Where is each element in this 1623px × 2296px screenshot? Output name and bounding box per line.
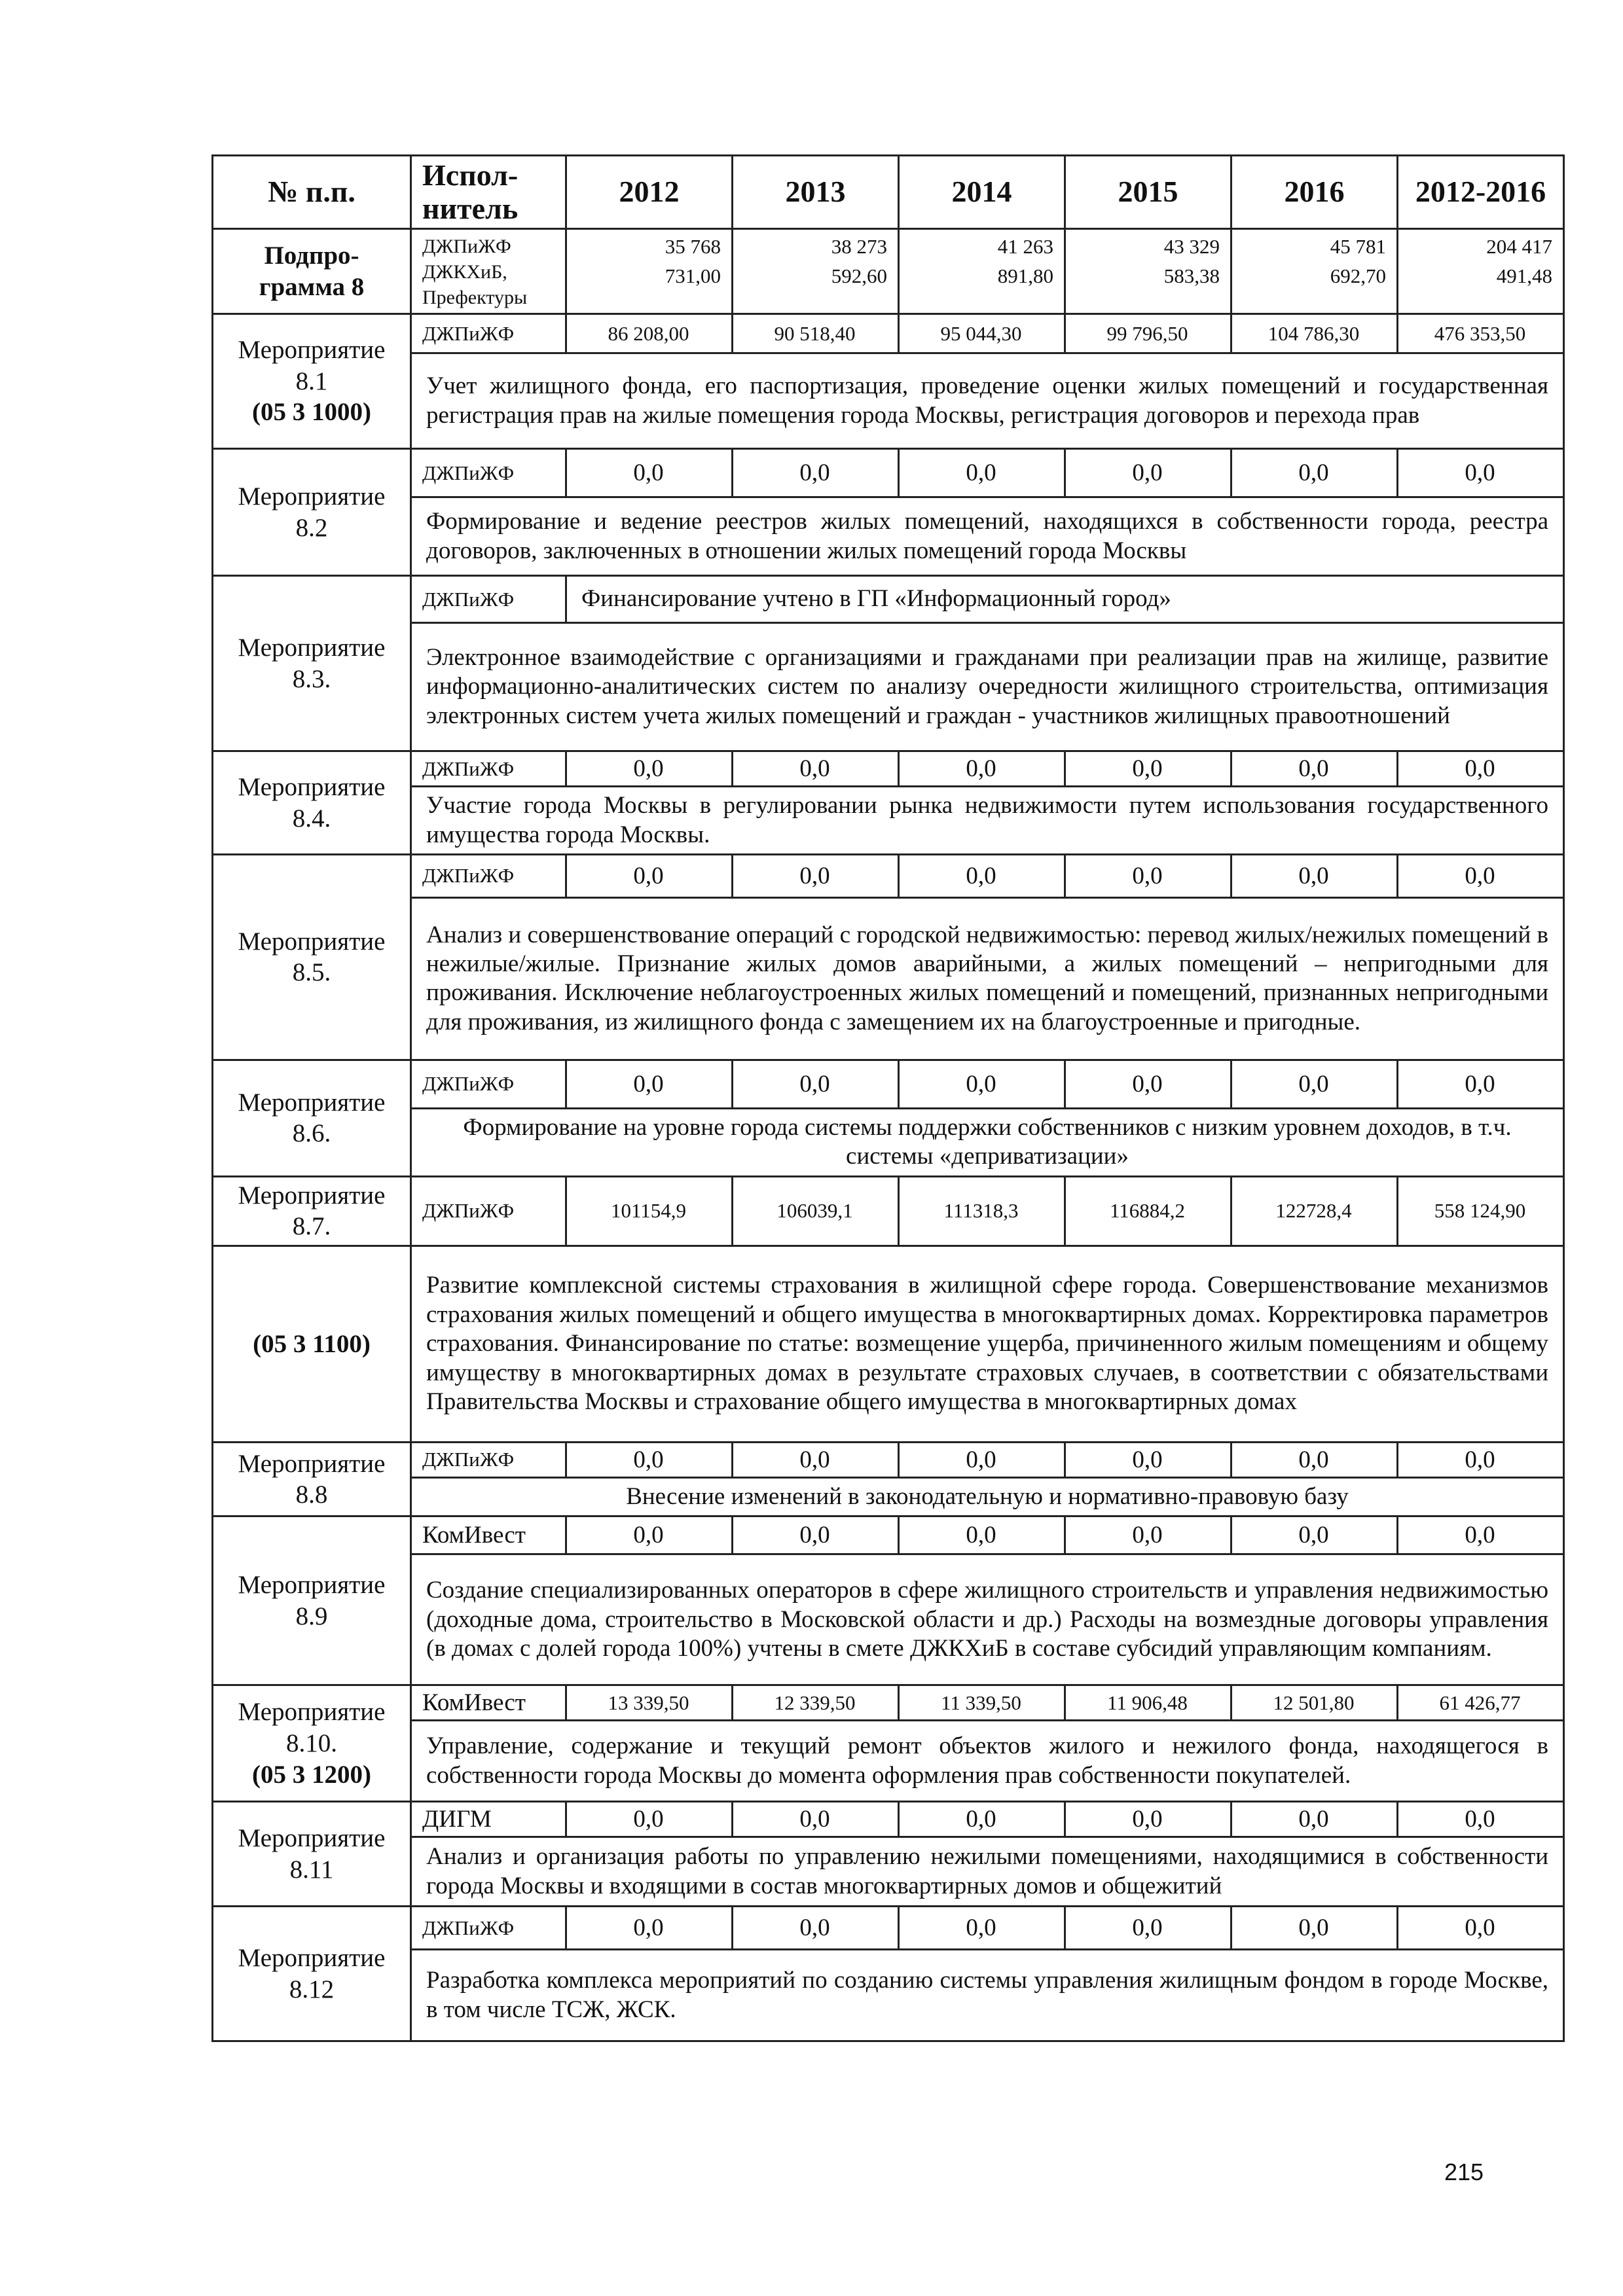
value-cell: 0,0 xyxy=(1231,1802,1398,1837)
value-cell: 558 124,90 xyxy=(1398,1176,1564,1246)
value-cell: 101154,9 xyxy=(566,1176,733,1246)
value-cell: 0,0 xyxy=(566,1516,733,1554)
value-cell: 0,0 xyxy=(733,449,899,497)
value-cell: 0,0 xyxy=(566,1907,733,1950)
measure-8-3-label: Мероприятие 8.3. xyxy=(213,576,411,751)
value-cell: 86 208,00 xyxy=(566,314,733,353)
value-cell: 0,0 xyxy=(899,1442,1065,1477)
measure-executor: ДЖПиЖФ xyxy=(411,1907,566,1950)
measure-8-11-values-row xyxy=(213,1802,1564,1837)
value-cell: 116884,2 xyxy=(1065,1176,1231,1246)
measure-description: Формирование на уровне города системы поддержки собственников с низким уровнем доходов, в т.ч. системы «деприватизации» xyxy=(411,1108,1564,1176)
value-cell: 99 796,50 xyxy=(1065,314,1231,353)
measure-8-5-label: Мероприятие 8.5. xyxy=(213,854,411,1060)
measure-8-2-desc-row xyxy=(213,497,1564,576)
value-cell: 12 339,50 xyxy=(733,1685,899,1721)
value-cell: 0,0 xyxy=(899,751,1065,787)
measure-8-8-label: Мероприятие 8.8 xyxy=(213,1442,411,1516)
measure-executor: ДЖПиЖФ xyxy=(411,751,566,787)
value-cell: 0,0 xyxy=(566,854,733,897)
measure-executor: ДЖПиЖФ xyxy=(411,576,566,623)
value-cell: 0,0 xyxy=(1065,854,1231,897)
measure-8-12-values-row xyxy=(213,1907,1564,1950)
value-cell: 0,0 xyxy=(1231,449,1398,497)
program-table xyxy=(211,154,1565,2042)
value-cell: 0,0 xyxy=(1231,1442,1398,1477)
subprogram-row xyxy=(213,229,1564,314)
value-cell: 111318,3 xyxy=(899,1176,1065,1246)
value-cell: 0,0 xyxy=(1065,1442,1231,1477)
measure-8-11-label: Мероприятие 8.11 xyxy=(213,1802,411,1907)
measure-description: Разработка комплекса мероприятий по созданию системы управления жилищным фондом в городе Москве, в том числе ТСЖ, ЖСК. xyxy=(411,1950,1564,2041)
measure-8-12-desc-row xyxy=(213,1950,1564,2041)
value-cell: 0,0 xyxy=(733,1802,899,1837)
header-year: 2014 xyxy=(899,156,1065,229)
value-cell: 38 273 592,60 xyxy=(733,229,899,314)
value-cell: 0,0 xyxy=(1065,1802,1231,1837)
measure-executor: КомИвест xyxy=(411,1685,566,1721)
measure-8-4-label: Мероприятие 8.4. xyxy=(213,751,411,855)
measure-description: Управление, содержание и текущий ремонт объектов жилого и нежилого фонда, находящегося в собственности города Москвы до момента оформления прав собственности покупателей. xyxy=(411,1721,1564,1802)
value-cell: 0,0 xyxy=(566,1060,733,1108)
measure-8-7-values-row xyxy=(213,1176,1564,1246)
value-cell: 0,0 xyxy=(899,1907,1065,1950)
value-cell: 0,0 xyxy=(899,854,1065,897)
value-cell: 11 339,50 xyxy=(899,1685,1065,1721)
measure-executor: ДЖПиЖФ xyxy=(411,314,566,353)
measure-8-2-label: Мероприятие 8.2 xyxy=(213,449,411,576)
value-cell: 104 786,30 xyxy=(1231,314,1398,353)
value-cell: 0,0 xyxy=(733,751,899,787)
value-cell: 41 263 891,80 xyxy=(899,229,1065,314)
subprogram-executors: ДЖПиЖФ ДЖКХиБ, Префектуры xyxy=(411,229,566,314)
value-cell: 0,0 xyxy=(899,1516,1065,1554)
value-cell: 0,0 xyxy=(1065,1516,1231,1554)
value-cell: 35 768 731,00 xyxy=(566,229,733,314)
value-cell: 61 426,77 xyxy=(1398,1685,1564,1721)
measure-description: Анализ и совершенствование операций с городской недвижимостью: перевод жилых/нежилых помещений в нежилые/жилые. Признание жилых домов аварийными, а жилых помещений – непригодными для проживания. Исключение неблагоустроенных жилых помещений и помещений, признанных непригодными для проживания, из жилищного фонда с замещением их на благоустроенные и пригодные. xyxy=(411,897,1564,1060)
value-cell: 95 044,30 xyxy=(899,314,1065,353)
header-year: 2016 xyxy=(1231,156,1398,229)
value-cell: 0,0 xyxy=(566,1442,733,1477)
measure-8-4-desc-row xyxy=(213,787,1564,855)
value-cell: 0,0 xyxy=(1065,1060,1231,1108)
value-cell: 204 417 491,48 xyxy=(1398,229,1564,314)
value-cell: 12 501,80 xyxy=(1231,1685,1398,1721)
measure-8-5-values-row xyxy=(213,854,1564,897)
value-cell: 43 329 583,38 xyxy=(1065,229,1231,314)
measure-executor: ДЖПиЖФ xyxy=(411,1442,566,1477)
header-executor: Испол- нитель xyxy=(411,156,566,229)
value-cell: 90 518,40 xyxy=(733,314,899,353)
value-cell: 0,0 xyxy=(1398,449,1564,497)
measure-8-12-label: Мероприятие 8.12 xyxy=(213,1907,411,2041)
measure-description: Формирование и ведение реестров жилых помещений, находящихся в собственности города, реестра договоров, заключенных в отношении жилых помещений города Москвы xyxy=(411,497,1564,576)
measure-description: Учет жилищного фонда, его паспортизация, проведение оценки жилых помещений и государственная регистрация прав на жилые помещения города Москвы, регистрация договоров и перехода прав xyxy=(411,353,1564,449)
measure-8-10-label: Мероприятие 8.10. (05 3 1200) xyxy=(213,1685,411,1802)
measure-8-10-desc-row xyxy=(213,1721,1564,1802)
measure-8-8-desc-row xyxy=(213,1477,1564,1516)
value-cell: 0,0 xyxy=(1398,854,1564,897)
value-cell: 0,0 xyxy=(1065,1907,1231,1950)
value-cell: 0,0 xyxy=(1231,854,1398,897)
measure-8-3-funding-row xyxy=(213,576,1564,623)
measure-8-7-code: (05 3 1100) xyxy=(213,1246,411,1442)
measure-description: Создание специализированных операторов в сфере жилищного строительств и управления недвижимостью (доходные дома, строительство в Московской области и др.) Расходы на возмездные договоры управления (в домах с долей города 100%) учтены в смете ДЖКХиБ в составе субсидий управляющим компаниям. xyxy=(411,1554,1564,1685)
value-cell: 0,0 xyxy=(733,1060,899,1108)
measure-description: Участие города Москвы в регулировании рынка недвижимости путем использования государственного имущества города Москвы. xyxy=(411,787,1564,855)
measure-description: Электронное взаимодействие с организациями и гражданами при реализации прав на жилище, развитие информационно-аналитических систем по анализу очередности жилищного строительства, оптимизация электронных систем учета жилых помещений и граждан - участников жилищных правоотношений xyxy=(411,623,1564,751)
value-cell: 0,0 xyxy=(1231,1516,1398,1554)
header-year: 2012 xyxy=(566,156,733,229)
measure-8-1-label: Мероприятие 8.1 (05 3 1000) xyxy=(213,314,411,449)
measure-8-11-desc-row xyxy=(213,1837,1564,1907)
value-cell: 0,0 xyxy=(899,1060,1065,1108)
measure-8-5-desc-row xyxy=(213,897,1564,1060)
value-cell: 0,0 xyxy=(1398,1060,1564,1108)
header-row xyxy=(213,156,1564,229)
header-year: 2012-2016 xyxy=(1398,156,1564,229)
value-cell: 0,0 xyxy=(733,1907,899,1950)
header-num: № п.п. xyxy=(213,156,411,229)
measure-8-6-desc-row xyxy=(213,1108,1564,1176)
measure-executor: ДИГМ xyxy=(411,1802,566,1837)
measure-8-3-desc-row xyxy=(213,623,1564,751)
measure-8-1-desc-row xyxy=(213,353,1564,449)
measure-executor: ДЖПиЖФ xyxy=(411,449,566,497)
value-cell: 0,0 xyxy=(1065,449,1231,497)
value-cell: 476 353,50 xyxy=(1398,314,1564,353)
page-number: 215 xyxy=(1444,2159,1484,2185)
value-cell: 0,0 xyxy=(566,751,733,787)
header-year: 2015 xyxy=(1065,156,1231,229)
measure-description: Внесение изменений в законодательную и нормативно-правовую базу xyxy=(411,1477,1564,1516)
value-cell: 0,0 xyxy=(1398,1442,1564,1477)
measure-8-2-values-row xyxy=(213,449,1564,497)
value-cell: 0,0 xyxy=(566,449,733,497)
value-cell: 0,0 xyxy=(1065,751,1231,787)
measure-executor: ДЖПиЖФ xyxy=(411,1060,566,1108)
funding-note: Финансирование учтено в ГП «Информационный город» xyxy=(566,576,1564,623)
value-cell: 0,0 xyxy=(733,854,899,897)
value-cell: 0,0 xyxy=(1231,1907,1398,1950)
measure-8-6-values-row xyxy=(213,1060,1564,1108)
value-cell: 106039,1 xyxy=(733,1176,899,1246)
measure-executor: ДЖПиЖФ xyxy=(411,854,566,897)
value-cell: 0,0 xyxy=(733,1442,899,1477)
value-cell: 45 781 692,70 xyxy=(1231,229,1398,314)
value-cell: 0,0 xyxy=(1231,1060,1398,1108)
header-year: 2013 xyxy=(733,156,899,229)
measure-description: Развитие комплексной системы страхования в жилищной сфере города. Совершенствование механизмов страхования жилых помещений и общего имущества в многоквартирных домах. Корректировка параметров страхования. Финансирование по статье: возмещение ущерба, причиненного жилым помещениям и общему имуществу в многоквартирных домах в результате страховых случаев, в соответствии с обязательствами Правительства Москвы и страхование общего имущества в многоквартирных домах xyxy=(411,1246,1564,1442)
measure-8-10-values-row xyxy=(213,1685,1564,1721)
value-cell: 11 906,48 xyxy=(1065,1685,1231,1721)
value-cell: 0,0 xyxy=(899,1802,1065,1837)
value-cell: 0,0 xyxy=(1398,1802,1564,1837)
measure-8-7-label: Мероприятие 8.7. xyxy=(213,1176,411,1246)
measure-description: Анализ и организация работы по управлению нежилыми помещениями, находящимися в собственности города Москвы и входящими в состав многоквартирных домов и общежитий xyxy=(411,1837,1564,1907)
value-cell: 0,0 xyxy=(899,449,1065,497)
value-cell: 0,0 xyxy=(566,1802,733,1837)
measure-executor: ДЖПиЖФ xyxy=(411,1176,566,1246)
value-cell: 13 339,50 xyxy=(566,1685,733,1721)
value-cell: 0,0 xyxy=(1398,751,1564,787)
measure-executor: КомИвест xyxy=(411,1516,566,1554)
measure-8-9-desc-row xyxy=(213,1554,1564,1685)
measure-8-4-values-row xyxy=(213,751,1564,787)
value-cell: 0,0 xyxy=(1398,1516,1564,1554)
value-cell: 0,0 xyxy=(733,1516,899,1554)
value-cell: 0,0 xyxy=(1231,751,1398,787)
value-cell: 122728,4 xyxy=(1231,1176,1398,1246)
measure-8-6-label: Мероприятие 8.6. xyxy=(213,1060,411,1176)
measure-8-9-values-row xyxy=(213,1516,1564,1554)
subprogram-label: Подпро- грамма 8 xyxy=(213,229,411,314)
measure-8-7-desc-row xyxy=(213,1246,1564,1442)
measure-8-1-values-row xyxy=(213,314,1564,353)
value-cell: 0,0 xyxy=(1398,1907,1564,1950)
measure-8-9-label: Мероприятие 8.9 xyxy=(213,1516,411,1685)
measure-8-8-values-row xyxy=(213,1442,1564,1477)
